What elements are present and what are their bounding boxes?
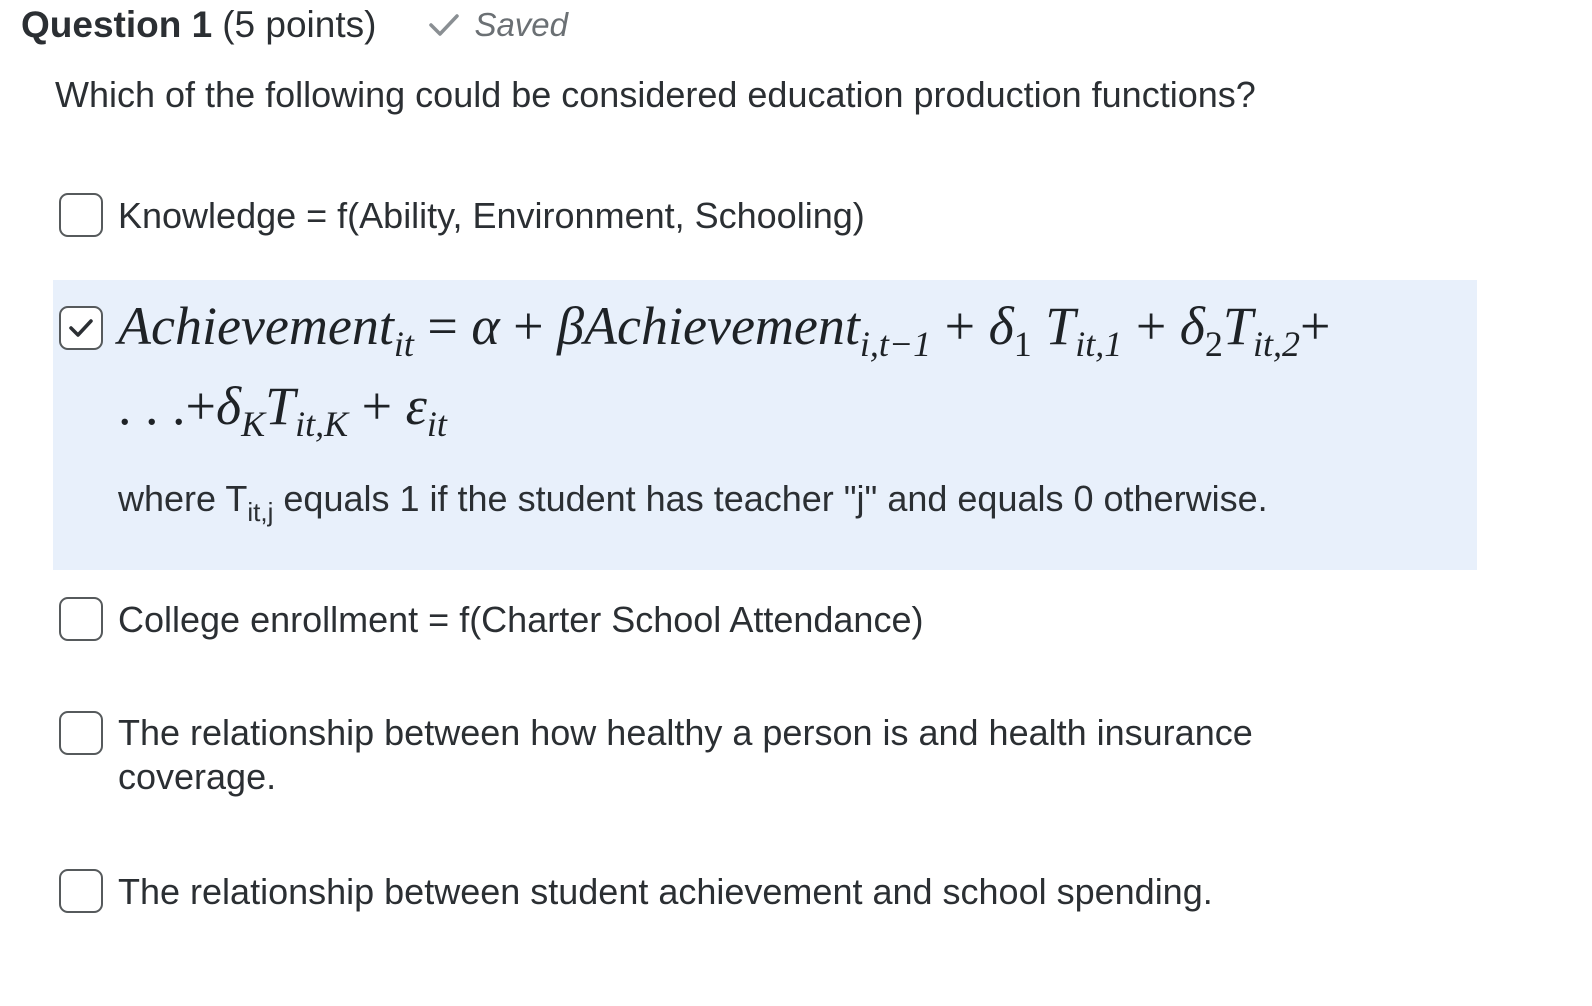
- question-points: (5 points): [222, 4, 377, 45]
- answer-checkbox-1[interactable]: [59, 193, 103, 237]
- answer-formula-2: [118, 280, 1331, 527]
- answer-text-3: College enrollment = f(Charter School Attendance): [118, 599, 924, 640]
- formula-note: where $T_{it,j}$ equals 1 if the student has teacher "j" and equals 0 otherwise.: [118, 478, 1268, 527]
- saved-label: Saved: [474, 6, 569, 43]
- answer-checkbox-3[interactable]: [59, 597, 103, 641]
- answer-option-2[interactable]: [53, 280, 1477, 570]
- question-header: [21, 0, 568, 50]
- question-title: Question 1: [21, 4, 213, 45]
- answer-text-1: Knowledge = f(Ability, Environment, Schooling): [118, 195, 865, 236]
- answer-checkbox-4[interactable]: [59, 711, 103, 755]
- formula-line-2: . . $.+\delta_KT_{it,K} + \varepsilon_{it}$: [118, 376, 447, 444]
- checkmark-icon: [428, 12, 460, 38]
- answer-checkbox-2[interactable]: [59, 306, 103, 350]
- saved-status: [428, 6, 568, 44]
- answer-option-4[interactable]: [53, 711, 1477, 799]
- question-prompt: Which of the following could be considered education production functions?: [55, 74, 1256, 115]
- formula-lhs: Achievement: [118, 296, 394, 356]
- answer-text-4: The relationship between how healthy a person is and health insurance coverage.: [118, 712, 1253, 797]
- answer-text-5: The relationship between student achievement and school spending.: [118, 871, 1213, 912]
- answer-option-5[interactable]: [53, 869, 1477, 915]
- checkmark-icon: [68, 317, 94, 339]
- answer-checkbox-5[interactable]: [59, 869, 103, 913]
- answer-option-3[interactable]: [53, 597, 1477, 643]
- answer-option-1[interactable]: [53, 193, 1477, 239]
- formula-line-1: Achievement$_{it}$ = α + βAchievement$_{i,t-1}$ + $\delta_1$ $T_{it,1} + \delta_2T_{it,2}+$: [118, 296, 1331, 364]
